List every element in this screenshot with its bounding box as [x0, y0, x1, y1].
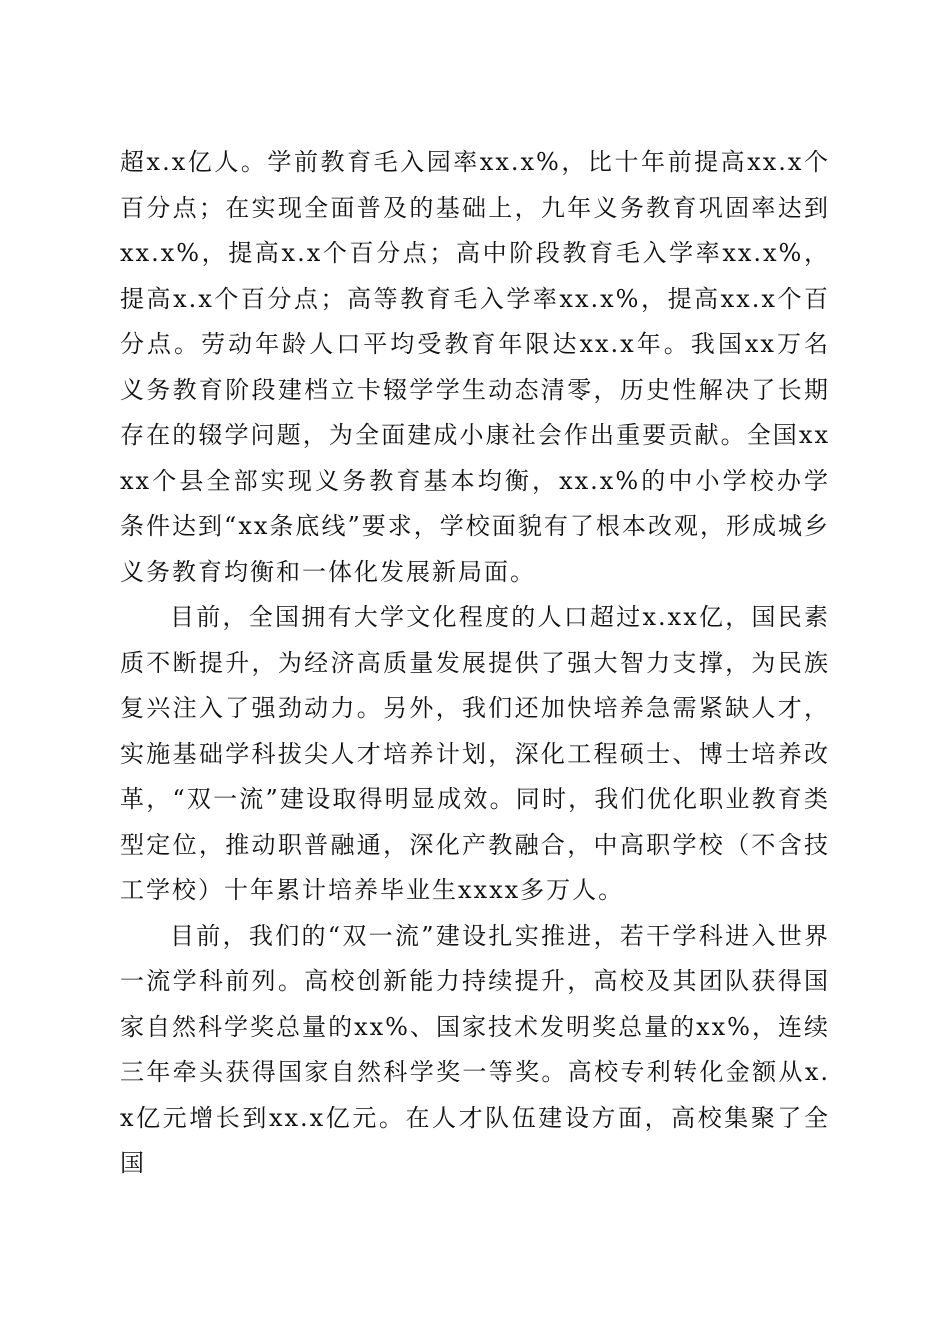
- paragraph-2: 目前，全国拥有大学文化程度的人口超过x.xx亿，国民素质不断提升，为经济高质量发展提供了强大智力支撑，为民族复兴注入了强劲动力。另外，我们还加快培养急需紧缺人才，实施基础学科拔尖人才培养计划，深化工程硕士、博士培养改革，“双一流”建设取得明显成效。同时，我们优化职业教育类型定位，推动职普融通，深化产教融合，中高职学校（不含技工学校）十年累计培养毕业生xxxx多万人。: [120, 603, 830, 904]
- paragraph-3: 目前，我们的“双一流”建设扎实推进，若干学科进入世界一流学科前列。高校创新能力持续提升，高校及其团队获得国家自然科学奖总量的xx%、国家技术发明奖总量的xx%，连续三年牵头获得国家自然科学奖一等奖。高校专利转化金额从x.x亿元增长到xx.x亿元。在人才队伍建设方面，高校集聚了全国: [120, 921, 830, 1177]
- paragraph-1: 超x.x亿人。学前教育毛入园率xx.x%，比十年前提高xx.x个百分点；在实现全面普及的基础上，九年义务教育巩固率达到xx.x%，提高x.x个百分点；高中阶段教育毛入学率xx.x%，提高x.x个百分点；高等教育毛入学率xx.x%，提高xx.x个百分点。劳动年龄人口平均受教育年限达xx.x年。我国xx万名义务教育阶段建档立卡辍学学生动态清零，历史性解决了长期存在的辍学问题，为全面建成小康社会作出重要贡献。全国xxxx个县全部实现义务教育基本均衡，xx.x%的中小学校办学条件达到“xx条底线”要求，学校面貌有了根本改观，形成城乡义务教育均衡和一体化发展新局面。: [120, 148, 830, 586]
- document-body: [120, 140, 830, 1187]
